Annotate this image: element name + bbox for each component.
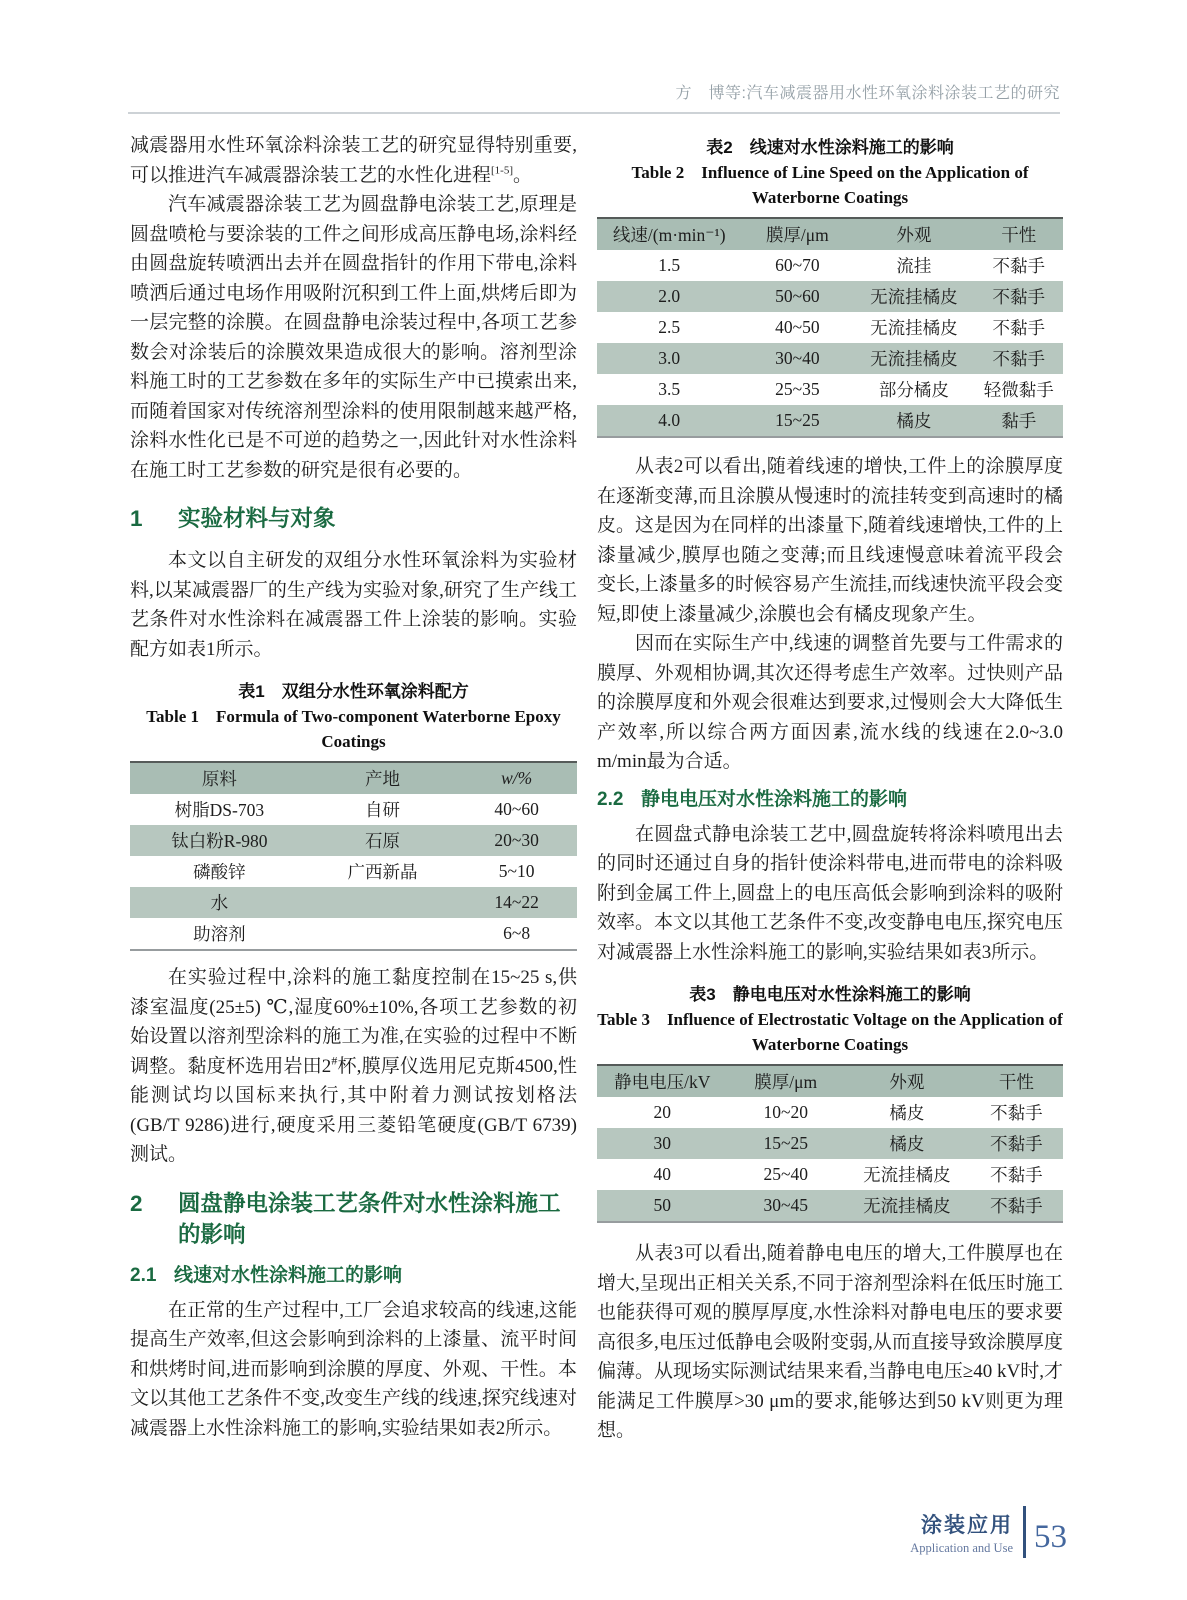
table-cell: 25~40 <box>763 1164 808 1184</box>
table-row <box>597 1190 1063 1222</box>
right-column <box>597 131 1063 1446</box>
table-cell: 橘皮 <box>889 1103 925 1123</box>
table3-caption-en: Table 3 Influence of Electrostatic Voltage on the Application of Waterborne Coatings <box>597 1010 1063 1054</box>
footer-section-en: Application and Use <box>910 1540 1013 1555</box>
table-row <box>597 312 1063 343</box>
paragraph-line-speed: 在正常的生产过程中,工厂会追求较高的线速,这能提高生产效率,但这会影响到涂料的上漆量、流平时间和烘烤时间,进而影响到涂膜的厚度、外观、干性。本文以其他工艺条件不变,改变生产线的线速,探究线速对减震器上水性涂料施工的影响,实验结果如表2所示。 <box>130 1299 577 1439</box>
subsection-title: 线速对水性涂料施工的影响 <box>174 1264 403 1286</box>
table-cell: 30~40 <box>775 348 820 368</box>
table-cell: 无流挂橘皮 <box>870 318 958 338</box>
table3 <box>597 1064 1063 1223</box>
section-title: 实验材料与对象 <box>178 506 336 531</box>
table-cell: 6~8 <box>503 923 531 943</box>
table-cell: 3.5 <box>658 379 681 399</box>
table-cell: 50~60 <box>775 286 820 306</box>
table2-header-row <box>597 218 1063 250</box>
table1-header-cell: w/% <box>501 768 533 788</box>
footer-divider <box>1023 1506 1026 1558</box>
table-cell: 30~45 <box>763 1195 808 1215</box>
table1-caption-cn: 表1 双组分水性环氧涂料配方 <box>238 682 469 701</box>
table-cell: 流挂 <box>896 256 932 276</box>
table3-header-cell: 膜厚/μm <box>754 1072 818 1092</box>
table-cell: 助溶剂 <box>193 924 246 944</box>
table1-caption-en: Table 1 Formula of Two-component Waterborne Epoxy Coatings <box>146 707 561 751</box>
table-cell: 4.0 <box>658 410 681 430</box>
table2-caption-cn: 表2 线速对水性涂料施工的影响 <box>706 138 954 157</box>
paragraph-voltage: 在圆盘式静电涂装工艺中,圆盘旋转将涂料喷甩出去的同时还通过自身的指针使涂料带电,进而带电的涂料吸附到金属工件上,圆盘上的电压高低会影响到涂料的吸附效率。本文以其他工艺条件不变,改变静电电压,探究电压对减震器上水性涂料施工的影响,实验结果如表3所示。 <box>597 823 1063 963</box>
table-row <box>130 825 577 856</box>
page-number: 53 <box>1034 1518 1067 1555</box>
paragraph-table2-analysis: 从表2可以看出,随着线速的增快,工件上的涂膜厚度在逐渐变薄,而且涂膜从慢速时的流挂转变到高速时的橘皮。这是因为在同样的出漆量下,随着线速增快,工件的上漆量减少,膜厚也随之变薄;而且线速慢意味着流平段会变长,上漆量多的时候容易产生流挂,而线速快流平段会变短,即使上漆量减少,涂膜也会有橘皮现象产生。 <box>597 456 1063 625</box>
table-cell: 无流挂橘皮 <box>870 287 958 307</box>
table-cell: 橘皮 <box>896 411 932 431</box>
table3-header-cell: 静电电压/kV <box>614 1072 711 1092</box>
table2-header-cell: 干性 <box>1001 225 1037 245</box>
table-cell: 40 <box>653 1164 671 1184</box>
table-row <box>597 343 1063 374</box>
table2-header-cell: 线速/(m·min⁻¹) <box>612 225 726 245</box>
table-cell: 无流挂橘皮 <box>870 349 958 369</box>
paragraph-text: 杯,膜厚仪选用尼克斯4500,性能测试均以国标来执行,其中附着力测试按划格法(GB/T 9286)进行,硬度采用三菱铅笔硬度(GB/T 6739)测试。 <box>130 1055 577 1165</box>
table-cell: 5~10 <box>498 861 535 881</box>
citation-ref: [1-5] <box>491 164 514 177</box>
table1-header-cell: 产地 <box>365 769 401 789</box>
table-cell: 20~30 <box>494 830 539 850</box>
paragraph-text: 在实验过程中,涂料的施工黏度控制在15~25 s,供漆室温度(25±5) ℃,湿度60%±10%,各项工艺参数的初始设置以溶剂型涂料的施工为准,在实验的过程中不断调整。黏度杯选用岩田2 <box>130 967 577 1077</box>
table-cell: 20 <box>653 1102 671 1122</box>
table-cell: 钛白粉R-980 <box>171 831 268 851</box>
table3-header-cell: 外观 <box>889 1072 925 1092</box>
table-cell: 广西新晶 <box>347 862 418 882</box>
table-row <box>597 374 1063 405</box>
section-number: 1 <box>130 506 143 531</box>
table-cell: 40~50 <box>775 317 820 337</box>
table-cell: 黏手 <box>1001 411 1037 431</box>
subsection-title: 静电电压对水性涂料施工的影响 <box>641 788 908 810</box>
section-number: 2 <box>130 1190 143 1216</box>
table-cell: 不黏手 <box>992 349 1045 369</box>
table-cell: 石原 <box>365 831 401 851</box>
subsection-number: 2.2 <box>597 788 624 810</box>
table1 <box>130 761 577 951</box>
table3-caption <box>597 982 1063 1057</box>
table-cell: 水 <box>210 893 229 913</box>
table-row <box>597 405 1063 437</box>
paragraph-text: 减震器用水性环氧涂料涂装工艺的研究显得特别重要,可以推进汽车减震器涂装工艺的水性化进程 <box>130 135 577 186</box>
table3-caption-cn: 表3 静电电压对水性涂料施工的影响 <box>689 985 971 1004</box>
table-cell: 60~70 <box>775 255 820 275</box>
table-cell: 3.0 <box>658 348 681 368</box>
subsection-heading-2-1 <box>130 1262 577 1289</box>
table-cell: 15~25 <box>775 410 820 430</box>
page-footer <box>910 1506 1067 1558</box>
table-cell: 1.5 <box>658 255 681 275</box>
table-row <box>597 250 1063 281</box>
paragraph-line-speed-conclusion: 因而在实际生产中,线速的调整首先要与工件需求的膜厚、外观相协调,其次还得考虑生产效率。过快则产品的涂膜厚度和外观会很难达到要求,过慢则会大大降低生产效率,所以综合两方面因素,流水线的线速在2.0~3.0 m/min最为合适。 <box>597 633 1063 772</box>
table2-caption <box>597 135 1063 210</box>
table-cell <box>309 918 457 950</box>
table-cell: 磷酸锌 <box>193 862 246 882</box>
table2-caption-en: Table 2 Influence of Line Speed on the Application of Waterborne Coatings <box>631 163 1029 207</box>
table-cell: 轻微黏手 <box>983 380 1054 400</box>
table-cell: 10~20 <box>763 1102 808 1122</box>
paragraph-materials: 本文以自主研发的双组分水性环氧涂料为实验材料,以某减震器厂的生产线为实验对象,研究了生产线工艺条件对水性涂料在减震器工件上涂装的影响。实验配方如表1所示。 <box>130 550 577 660</box>
left-column <box>130 131 577 1443</box>
paragraph-experiment <box>130 963 577 1170</box>
paragraph-intro-1 <box>130 131 577 190</box>
table2-header-cell: 膜厚/μm <box>765 225 829 245</box>
paragraph-intro-2: 汽车减震器涂装工艺为圆盘静电涂装工艺,原理是圆盘喷枪与要涂装的工件之间形成高压静电场,涂料经由圆盘旋转喷洒出去并在圆盘指针的作用下带电,涂料喷洒后通过电场作用吸附沉积到工件上面,烘烤后即为一层完整的涂膜。在圆盘静电涂装过程中,各项工艺参数会对涂装后的涂膜效果造成很大的影响。溶剂型涂料施工时的工艺参数在多年的实际生产中已摸索出来,而随着国家对传统溶剂型涂料的使用限制越来越严格,涂料水性化已是不可逆的趋势之一,因此针对水性涂料在施工时工艺参数的研究是很有必要的。 <box>130 194 577 481</box>
table-cell: 无流挂橘皮 <box>863 1165 951 1185</box>
table-row <box>597 1128 1063 1159</box>
paragraph-table3-analysis: 从表3可以看出,随着静电电压的增大,工件膜厚也在增大,呈现出正相关关系,不同于溶剂型涂料在低压时施工也能获得可观的膜厚厚度,水性涂料对静电电压的要求要高很多,电压过低静电会吸附变弱,从而直接导致涂膜厚度偏薄。从现场实际测试结果来看,当静电电压≥40 kV时,才能满足工件膜厚>30 μm的要求,能够达到50 kV则更为理想。 <box>597 1243 1063 1441</box>
table-cell: 14~22 <box>494 892 539 912</box>
footer-section-labels <box>910 1509 1013 1556</box>
subsection-heading-2-2 <box>597 786 1063 813</box>
running-header: 方 博等:汽车减震器用水性环氧涂料涂装工艺的研究 <box>675 85 1060 102</box>
header-rule <box>128 112 1060 114</box>
table-row <box>130 918 577 950</box>
table1-header-row <box>130 762 577 794</box>
table-cell: 不黏手 <box>990 1103 1043 1123</box>
table-cell: 不黏手 <box>992 287 1045 307</box>
table-cell: 15~25 <box>763 1133 808 1153</box>
table-cell: 无流挂橘皮 <box>863 1196 951 1216</box>
table-cell: 不黏手 <box>990 1196 1043 1216</box>
table-cell: 50 <box>653 1195 671 1215</box>
table-row <box>597 1159 1063 1190</box>
footer-section-cn: 涂装应用 <box>921 1513 1013 1537</box>
table-cell: 部分橘皮 <box>878 380 949 400</box>
table1-caption <box>130 679 577 754</box>
table-cell: 不黏手 <box>990 1165 1043 1185</box>
table2 <box>597 217 1063 438</box>
table-cell: 2.5 <box>658 317 681 337</box>
table-cell: 树脂DS-703 <box>174 800 265 820</box>
table-row <box>130 887 577 918</box>
table-cell: 自研 <box>365 800 401 820</box>
table3-header-row <box>597 1065 1063 1097</box>
table-row <box>130 794 577 825</box>
table-row <box>597 1097 1063 1128</box>
section-title: 圆盘静电涂装工艺条件对水性涂料施工的影响 <box>178 1190 561 1247</box>
section-heading-1 <box>130 503 577 534</box>
subsection-number: 2.1 <box>130 1264 157 1286</box>
table1-header-cell: 原料 <box>201 769 237 789</box>
table-cell: 不黏手 <box>992 318 1045 338</box>
table-cell: 不黏手 <box>990 1134 1043 1154</box>
table-cell: 橘皮 <box>889 1134 925 1154</box>
table-cell: 25~35 <box>775 379 820 399</box>
table-cell <box>309 887 457 918</box>
paragraph-text: 。 <box>513 164 533 186</box>
table3-header-cell: 干性 <box>998 1072 1034 1092</box>
table-row <box>130 856 577 887</box>
section-heading-2 <box>130 1188 577 1250</box>
superscript-hash: # <box>331 1053 338 1068</box>
table2-header-cell: 外观 <box>896 225 932 245</box>
table-cell: 40~60 <box>494 799 539 819</box>
table-cell: 不黏手 <box>992 256 1045 276</box>
table-cell: 2.0 <box>658 286 681 306</box>
table-cell: 30 <box>653 1133 671 1153</box>
table-row <box>597 281 1063 312</box>
